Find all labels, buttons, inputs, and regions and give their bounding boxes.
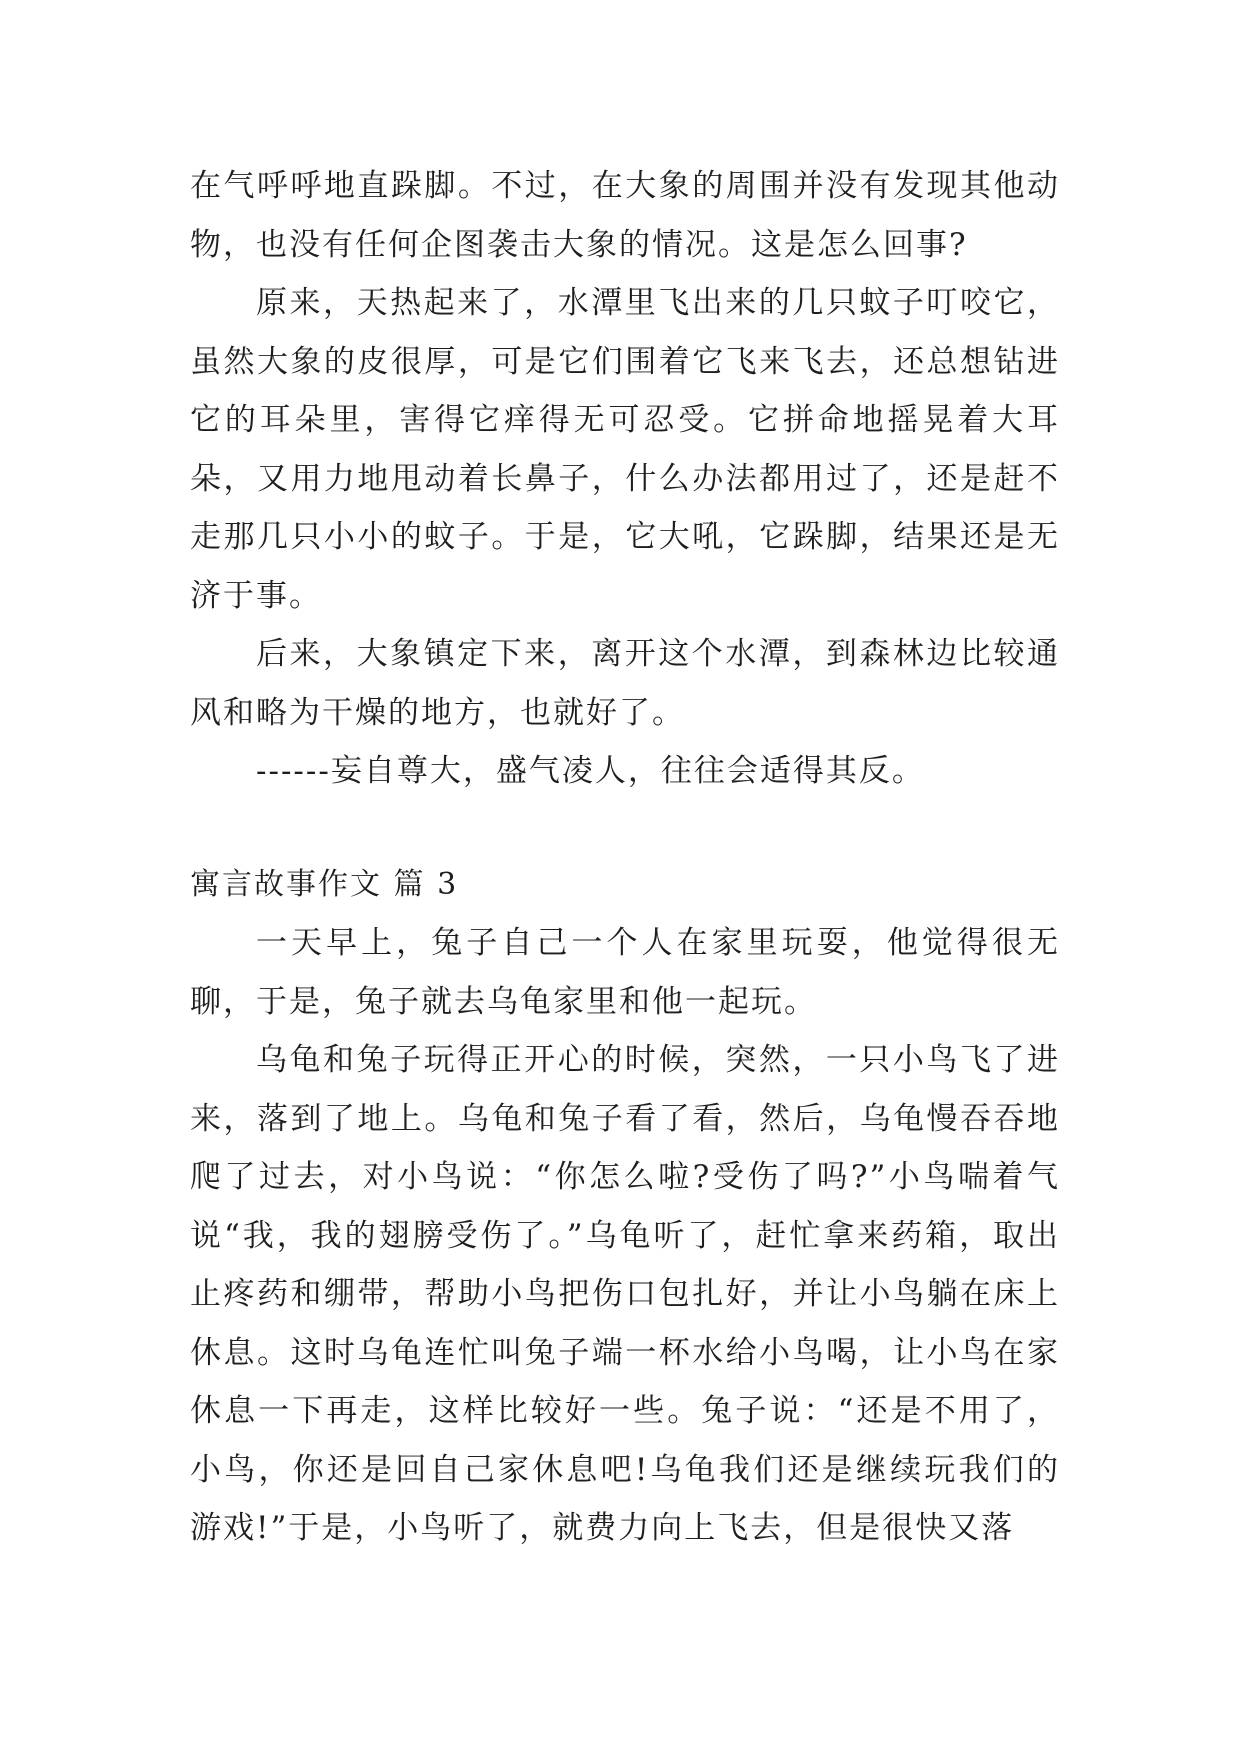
story-section-2-continued xyxy=(190,157,1060,801)
paragraph-elephant-calms: 后来，大象镇定下来，离开这个水潭，到森林边比较通风和略为干燥的地方，也就好了。 xyxy=(190,636,1060,731)
section-heading-3: 寓言故事作文 篇 3 xyxy=(190,867,459,902)
paragraph-continuation: 在气呼呼地直跺脚。不过，在大象的周围并没有发现其他动物，也没有任何企图袭击大象的情况。这是怎么回事? xyxy=(190,168,1060,263)
paragraph-mosquito-explanation: 原来，天热起来了，水潭里飞出来的几只蚊子叮咬它，虽然大象的皮很厚，可是它们围着它飞来飞去，还总想钻进它的耳朵里，害得它痒得无可忍受。它拼命地摇晃着大耳朵，又用力地甩动着长鼻子，什么办法都用过了，还是赶不走那几只小小的蚊子。于是，它大吼，它跺脚，结果还是无济于事。 xyxy=(190,285,1060,614)
paragraph-moral: ------妄自尊大，盛气凌人，往往会适得其反。 xyxy=(256,753,925,789)
paragraph-bird-injured: 乌龟和兔子玩得正开心的时候，突然，一只小鸟飞了进来，落到了地上。乌龟和兔子看了看，然后，乌龟慢吞吞地爬了过去，对小鸟说：“你怎么啦?受伤了吗?”小鸟喘着气说“我，我的翅膀受伤了。”乌龟听了，赶忙拿来药箱，取出止疼药和绷带，帮助小鸟把伤口包扎好，并让小鸟躺在床上休息。这时乌龟连忙叫兔子端一杯水给小鸟喝，让小鸟在家休息一下再走，这样比较好一些。兔子说：“还是不用了，小鸟，你还是回自己家休息吧!乌龟我们还是继续玩我们的游戏!”于是，小鸟听了，就费力向上飞去，但是很快又落 xyxy=(190,1042,1060,1546)
story-section-3 xyxy=(190,914,1060,1558)
paragraph-rabbit-bored: 一天早上，兔子自己一个人在家里玩耍，他觉得很无聊，于是，兔子就去乌龟家里和他一起玩。 xyxy=(190,925,1060,1020)
